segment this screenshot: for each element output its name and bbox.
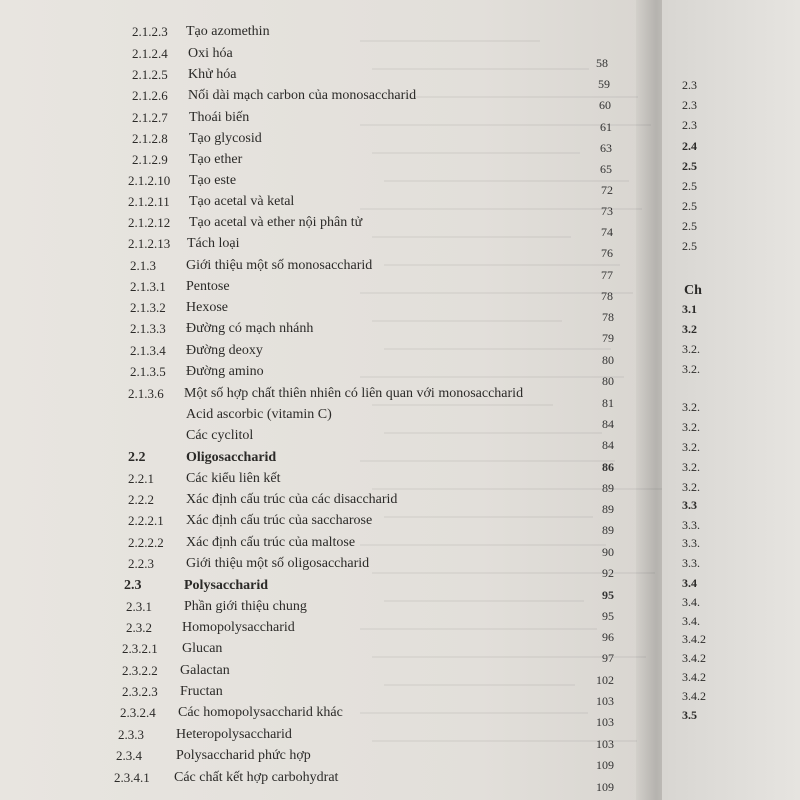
- toc-entry-title: Tạo acetal và ketal: [189, 194, 295, 209]
- toc-entry-page: 103: [596, 694, 614, 708]
- toc-entry-number: 2.1.2.11: [128, 194, 170, 209]
- right-page-number: 3.2.: [682, 400, 700, 414]
- toc-entry: [0, 535, 640, 559]
- toc-entry: [0, 321, 640, 345]
- toc-entry-title: Xác định cấu trúc của saccharose: [186, 513, 373, 528]
- toc-entry-title: Homopolysaccharid: [182, 620, 295, 635]
- toc-entry-number: 2.1.3.4: [130, 343, 166, 358]
- toc-entry-page: 103: [596, 737, 614, 751]
- toc-entry-page: 90: [602, 545, 614, 559]
- right-page-number: 3.2: [682, 322, 697, 336]
- right-page-number: 2.3: [682, 98, 697, 112]
- right-page-number: 2.5: [682, 179, 697, 193]
- right-page-number: 3.2.: [682, 362, 700, 376]
- toc-entry-number: 2.3.2.3: [122, 684, 158, 699]
- toc-entry-title: Khử hóa: [188, 67, 237, 82]
- toc-entry: [0, 727, 640, 751]
- toc-entry-page: 60: [599, 98, 611, 112]
- toc-entry-number: 2.1.2.13: [128, 236, 171, 251]
- toc-entry: [0, 428, 640, 452]
- toc-entry-title: Polysaccharid phức hợp: [176, 748, 311, 763]
- toc-entry-title: Đường amino: [186, 364, 264, 379]
- right-page-number: 2.4: [682, 139, 697, 153]
- right-page-number: 3.4.: [682, 595, 700, 609]
- right-page-number: 3.4.2: [682, 670, 706, 684]
- toc-entry: [0, 684, 640, 708]
- toc-entry: [0, 364, 640, 388]
- toc-entry: [0, 705, 640, 729]
- toc-entry-page: 89: [602, 502, 614, 516]
- toc-entry: [0, 770, 640, 794]
- right-page-number: 3.4.2: [682, 689, 706, 703]
- toc-entry-page: 73: [601, 204, 613, 218]
- right-page-number: 3.3.: [682, 556, 700, 570]
- toc-entry: [0, 748, 640, 772]
- toc-entry-title: Oligosaccharid: [186, 450, 277, 465]
- right-page-number: 2.5: [682, 239, 697, 253]
- toc-entry-number: 2.1.2.12: [128, 215, 171, 230]
- toc-entry-number: 2.2.2.2: [128, 535, 164, 550]
- toc-entry: [0, 279, 640, 303]
- toc-entry-number: 2.3.1: [126, 599, 152, 614]
- right-page-number: 3.2.: [682, 440, 700, 454]
- toc-entry-number: 2.1.3.5: [130, 364, 166, 379]
- toc-entry-page: 95: [602, 588, 614, 602]
- toc-entry-page: 74: [601, 225, 613, 239]
- toc-entry-title: Tạo ether: [189, 152, 243, 167]
- right-page-number: 3.2.: [682, 420, 700, 434]
- toc-entry-page: 61: [600, 120, 612, 134]
- toc-entry-title: Pentose: [186, 279, 230, 294]
- toc-entry-page: 109: [596, 780, 614, 794]
- toc-entry-page: 63: [600, 141, 612, 155]
- toc-entry-number: 2.1.2.8: [132, 131, 168, 146]
- toc-entry-title: Đường có mạch nhánh: [186, 321, 314, 336]
- toc-entry-title: Tạo azomethin: [186, 24, 270, 39]
- right-page-number: 3.4.2: [682, 632, 706, 646]
- toc-entry-number: 2.2.2.1: [128, 513, 164, 528]
- toc-entry: [0, 215, 640, 239]
- toc-entry-number: 2.1.2.6: [132, 88, 168, 103]
- toc-entry-page: 65: [600, 162, 612, 176]
- toc-entry: [0, 300, 640, 324]
- toc-entry: [0, 194, 640, 218]
- toc-entry-title: Các kiểu liên kết: [186, 471, 281, 486]
- right-page-number: 3.3: [682, 498, 697, 512]
- toc-entry: [0, 24, 640, 44]
- toc-entry-page: 84: [602, 417, 614, 431]
- toc-entry-page: 79: [602, 331, 614, 345]
- toc-entry-number: 2.3.2.2: [122, 663, 158, 678]
- right-page-number: 2.3: [682, 118, 697, 132]
- right-page-number: 2.5: [682, 159, 697, 173]
- toc-entry-number: 2.3.3: [118, 727, 144, 742]
- toc-entry-page: 81: [602, 396, 614, 410]
- toc-entry: [0, 663, 640, 687]
- toc-entry: [0, 173, 640, 197]
- toc-entry-page: 59: [598, 77, 610, 91]
- toc-entry-page: 77: [601, 268, 613, 282]
- right-page-number: 3.3.: [682, 518, 700, 532]
- toc-entry: [0, 343, 640, 367]
- toc-entry-title: Các cyclitol: [186, 428, 254, 443]
- toc-entry-title: Đường deoxy: [186, 343, 263, 358]
- toc-entry-page: 103: [596, 715, 614, 729]
- right-page-number: 2.5: [682, 199, 697, 213]
- right-page-number: 3.4.2: [682, 651, 706, 665]
- toc-entry-title: Tạo acetal và ether nội phân tử: [189, 215, 363, 230]
- toc-entry-title: Fructan: [180, 684, 223, 699]
- toc-entry-page: 78: [601, 289, 613, 303]
- toc-entry-page: 97: [602, 651, 614, 665]
- toc-entry: [0, 471, 640, 495]
- toc-entry: [0, 236, 640, 260]
- toc-entry: [0, 620, 640, 644]
- toc-entry-title: Galactan: [180, 663, 230, 678]
- toc-entry-page: 86: [602, 460, 614, 474]
- right-page-number: 3.2.: [682, 460, 700, 474]
- toc-entry-page: 58: [596, 56, 608, 70]
- toc-entry-title: Phần giới thiệu chung: [184, 599, 307, 614]
- toc-entry: [0, 67, 640, 91]
- right-page-number: 3.1: [682, 302, 697, 316]
- right-page-number: 3.3.: [682, 536, 700, 550]
- toc-entry-number: 2.1.3: [130, 258, 156, 273]
- toc-entry: [0, 258, 640, 282]
- toc-entry-number: 2.3: [124, 578, 142, 593]
- toc-entry: [0, 46, 640, 70]
- toc-entry-page: 89: [602, 523, 614, 537]
- toc-entry: [0, 450, 640, 474]
- toc-entry-title: Các chất kết hợp carbohydrat: [174, 770, 339, 785]
- toc-entry-number: 2.1.2.10: [128, 173, 171, 188]
- toc-entry: [0, 492, 640, 516]
- toc-entry-number: 2.1.3.2: [130, 300, 166, 315]
- toc-entry-number: 2.3.2.1: [122, 641, 158, 656]
- toc-entry-page: 84: [602, 438, 614, 452]
- toc-entry-title: Acid ascorbic (vitamin C): [186, 407, 332, 422]
- toc-entry-number: 2.1.3.1: [130, 279, 166, 294]
- toc-entry-title: Thoái biến: [189, 110, 250, 125]
- toc-entry-title: Xác định cấu trúc của maltose: [186, 535, 356, 550]
- toc-entry-page: 78: [602, 310, 614, 324]
- toc-entry-title: Tạo este: [189, 173, 237, 188]
- toc-entry-title: Glucan: [182, 641, 223, 656]
- toc-entry-number: 2.3.4: [116, 748, 142, 763]
- toc-entry-page: 80: [602, 374, 614, 388]
- toc-entry-title: Xác định cấu trúc của các disaccharid: [186, 492, 398, 507]
- toc-entry-title: Giới thiệu một số oligosaccharid: [186, 556, 370, 571]
- toc-entry-number: 2.1.3.3: [130, 321, 166, 336]
- toc-entry-title: Các homopolysaccharid khác: [178, 705, 343, 720]
- right-page-number: Ch: [684, 283, 702, 298]
- toc-entry-title: Oxi hóa: [188, 46, 233, 61]
- toc-entry: [0, 386, 640, 410]
- right-page-number: 2.5: [682, 219, 697, 233]
- toc-entry-title: Hexose: [186, 300, 228, 315]
- toc-entry: [0, 556, 640, 580]
- toc-entry: [0, 578, 640, 602]
- toc-entry: [0, 599, 640, 623]
- toc-entry: [0, 641, 640, 665]
- right-page-number: 2.3: [682, 78, 697, 92]
- toc-entry-page: 92: [602, 566, 614, 580]
- toc-entry-title: Một số hợp chất thiên nhiên có liên quan với monosaccharid: [184, 386, 524, 401]
- right-page-number: 3.2.: [682, 480, 700, 494]
- toc-entry-title: Tách loại: [187, 236, 240, 251]
- toc-entry-page: 89: [602, 481, 614, 495]
- toc-entry-number: 2.1.2.4: [132, 46, 168, 61]
- toc-entry-number: 2.1.2.3: [132, 24, 168, 39]
- toc-entry-page: 102: [596, 673, 614, 687]
- toc-entry-number: 2.1.2.7: [132, 110, 168, 125]
- right-page-number: 3.4: [682, 576, 697, 590]
- toc-entry-page: 95: [602, 609, 614, 623]
- toc-entry-page: 80: [602, 353, 614, 367]
- toc-entry: [0, 131, 640, 155]
- toc-entry-title: Nối dài mạch carbon của monosaccharid: [188, 88, 417, 103]
- toc-entry-page: 72: [601, 183, 613, 197]
- toc-entry-number: 2.2.1: [128, 471, 154, 486]
- toc-entry: [0, 88, 640, 112]
- toc-entry-number: 2.1.3.6: [128, 386, 164, 401]
- toc-entry-number: 2.1.2.5: [132, 67, 168, 82]
- right-page-number: 3.4.: [682, 614, 700, 628]
- right-page-number: 3.2.: [682, 342, 700, 356]
- right-page-number: 3.5: [682, 708, 697, 722]
- toc-entry: [0, 513, 640, 537]
- toc-entry-number: 2.3.2: [126, 620, 152, 635]
- toc-entry-title: Polysaccharid: [184, 578, 268, 593]
- toc-entry-number: 2.3.2.4: [120, 705, 156, 720]
- toc-entry-title: Giới thiệu một số monosaccharid: [186, 258, 373, 273]
- toc-entry: [0, 152, 640, 176]
- toc-entry-number: 2.2.3: [128, 556, 154, 571]
- toc-entry-number: 2.2.2: [128, 492, 154, 507]
- toc-entry-number: 2.1.2.9: [132, 152, 168, 167]
- toc-entry: [0, 407, 640, 431]
- toc-entry-page: 96: [602, 630, 614, 644]
- toc-entry-number: 2.3.4.1: [114, 770, 150, 785]
- toc-entry-page: 76: [601, 246, 613, 260]
- toc-entry-title: Heteropolysaccharid: [176, 727, 292, 742]
- toc-entry-title: Tạo glycosid: [189, 131, 262, 146]
- toc-entry-number: 2.2: [128, 450, 146, 465]
- toc-entry-page: 109: [596, 758, 614, 772]
- toc-entry: [0, 110, 640, 134]
